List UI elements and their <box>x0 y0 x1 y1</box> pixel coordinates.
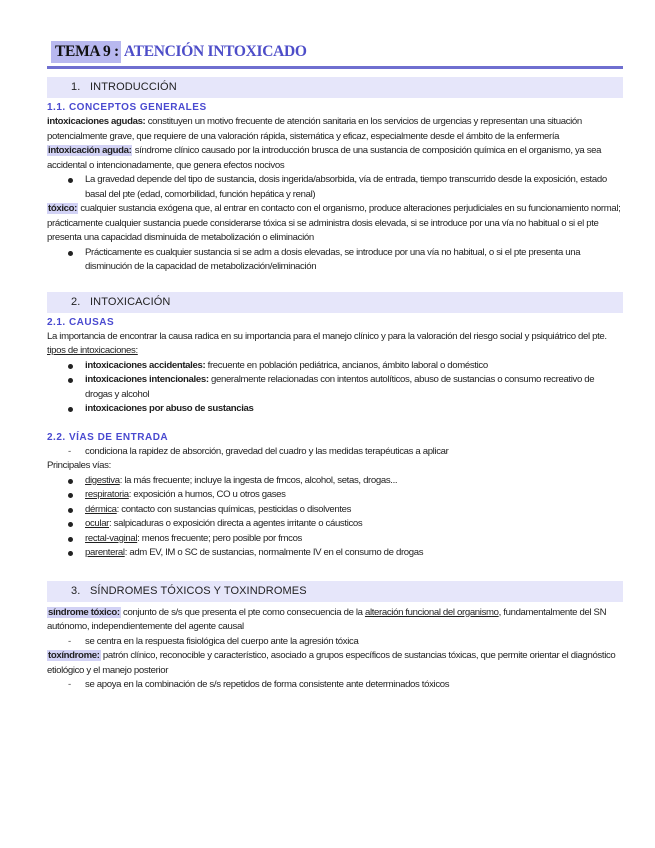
route-name: respiratoria <box>85 489 129 500</box>
route-name: dérmica <box>85 503 117 515</box>
tema-label: TEMA 9 : <box>51 41 121 63</box>
route-text: : la más frecuente; incluye la ingesta de fmcos, alcohol, setas, drogas... <box>119 474 398 486</box>
route-name: parenteral <box>85 547 125 558</box>
list-routes <box>47 474 623 561</box>
section-heading-introduccion: 1. INTRODUCCIÓN <box>47 77 623 98</box>
route-item <box>47 488 623 503</box>
subheading-conceptos: 1.1. CONCEPTOS GENERALES <box>47 102 207 113</box>
list-item: - condiciona la rapidez de absorción, gravedad del cuadro y las medidas terapéuticas a aplicar <box>47 445 623 460</box>
title-underline <box>47 66 623 69</box>
list-item: - se centra en la respuesta fisiológica del cuerpo ante la agresión tóxica <box>47 635 623 650</box>
route-item <box>47 503 623 518</box>
types-label: tipos de intoxicaciones: <box>47 345 138 356</box>
list-item: La gravedad depende del tipo de sustancia, dosis ingerida/absorbida, vía de entrada, tiempo transcurrido desde la exposición, estado basal del pte (edad, comorbilidad, función hepática y renal) <box>47 173 623 202</box>
title-text: ATENCIÓN INTOXICADO <box>123 43 307 60</box>
route-item <box>47 546 623 561</box>
route-text: : adm EV, IM o SC de sustancias, normalmente IV en el consumo de drogas <box>124 547 424 558</box>
title-bar <box>47 40 623 68</box>
list-gravedad <box>47 173 623 202</box>
route-name: rectal-vaginal <box>85 532 138 544</box>
route-name: digestiva <box>85 474 120 486</box>
paragraph-toxico: tóxico: cualquier sustancia exógena que, al entrar en contacto con el organismo, produce alteraciones perjudiciales en su funcionamiento normal; prácticamente cualquier sustancia puede considerarse tóxica si se administra dosis elevada, si se introduce por una vía no habitual o si el pte presenta una capacidad disminuida de metabolización o eliminación <box>47 203 621 243</box>
section-heading-sindromes: 3. SÍNDROMES TÓXICOS Y TOXINDROMES <box>47 581 623 602</box>
list-item: - se apoya en la combinación de s/s repetidos de forma consistente ante determinados tóxicos <box>47 678 623 693</box>
document-page <box>47 40 623 693</box>
list-toxindrome <box>47 678 623 693</box>
route-item <box>47 532 623 547</box>
list-item: Prácticamente es cualquier sustancia si se adm a dosis elevadas, se introduce por una vía no habitual, o si el pte presenta una disminución de la capacidad de metabolización/eliminación <box>47 246 623 275</box>
paragraph-toxindrome: toxíndrome: patrón clínico, reconocible y característico, asociado a grupos específicos de sustancias tóxicas, que permite orientar el diagnóstico etiológico y el manejo posterior <box>47 650 616 676</box>
route-text: : salpicaduras o exposición directa a agentes irritante o cáusticos <box>109 518 363 529</box>
list-sindrome <box>47 635 623 650</box>
route-text: : exposición a humos, CO u otros gases <box>128 489 286 500</box>
list-item: intoxicaciones intencionales: generalmente relacionadas con intentos autolíticos, abuso de sustancias o consumo recreativo de drogas y alcohol <box>47 373 623 402</box>
list-item: intoxicaciones accidentales: frecuente en población pediátrica, ancianos, ámbito laboral o doméstico <box>47 359 623 374</box>
list-toxico <box>47 246 623 275</box>
principales-label: Principales vías: <box>47 460 111 471</box>
route-item <box>47 474 623 489</box>
section-heading-intoxicacion: 2. INTOXICACIÓN <box>47 292 623 313</box>
list-vias-intro <box>47 445 623 460</box>
paragraph-intoxicaciones-agudas: intoxicaciones agudas: constituyen un motivo frecuente de atención sanitaria en los servicios de urgencias y representan una situación potencialmente grave, que requiere de una valoración rápida, sistemática y eficaz, especialmente desde el ámbito de la enfermería <box>47 116 582 142</box>
subheading-vias: 2.2. VÍAS DE ENTRADA <box>47 431 169 443</box>
paragraph-causas: La importancia de encontrar la causa radica en su importancia para el manejo clínico y para la valoración del riesgo social y psiquiátrico del pte. <box>47 330 607 342</box>
paragraph-intoxicacion-aguda: intoxicación aguda: síndrome clínico causado por la introducción brusca de una sustancia de composición química en el organismo, ya sea accidental o intencionadamente, que genera efectos nocivos <box>47 145 602 171</box>
route-text: : contacto con sustancias químicas, pesticidas o disolventes <box>116 503 352 515</box>
route-text: : menos frecuente; pero posible por fmcos <box>137 532 302 544</box>
subheading-causas: 2.1. CAUSAS <box>47 316 115 328</box>
route-item <box>47 517 623 532</box>
paragraph-sindrome-toxico: síndrome tóxico: conjunto de s/s que presenta el pte como consecuencia de la alteración funcional del organismo, fundamentalmente del SN autónomo, independientemente del agente causal <box>47 606 607 632</box>
route-name: ocular <box>85 518 110 529</box>
page-title <box>51 43 307 61</box>
list-item: intoxicaciones por abuso de sustancias <box>47 402 623 417</box>
list-tipos <box>47 359 623 417</box>
